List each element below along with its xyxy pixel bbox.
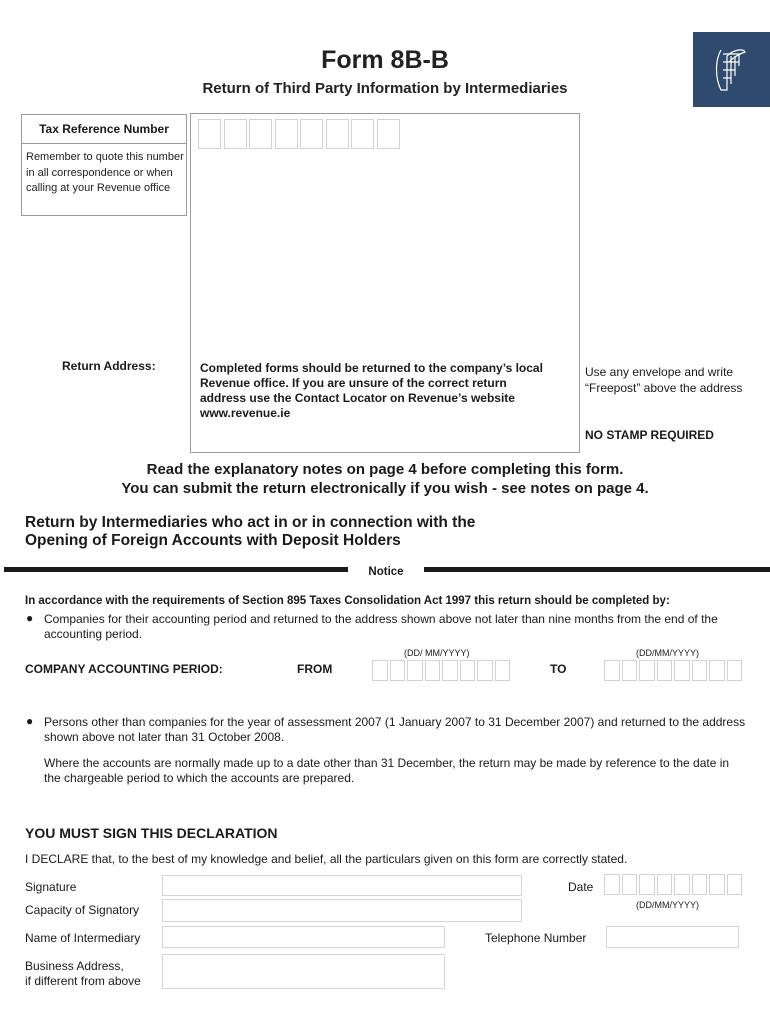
to-label: TO xyxy=(550,662,567,676)
tax-ref-digit-input[interactable] xyxy=(198,119,221,149)
return-address-text: Completed forms should be returned to the company’s local Revenue office. If you are unsure of the correct return address use the Contact Locator on Revenue’s website www.revenue.ie xyxy=(200,361,543,420)
notice-label: Notice xyxy=(368,566,404,578)
declaration-statement: I DECLARE that, to the best of my knowledge and belief, all the particulars given on this form are correctly stated. xyxy=(25,852,628,866)
requirement-text: In accordance with the requirements of Section 895 Taxes Consolidation Act 1997 this return should be completed by: xyxy=(25,595,670,607)
tax-ref-digit-input[interactable] xyxy=(326,119,349,149)
to-date-format: (DD/MM/YYYY) xyxy=(636,648,699,658)
business-address-label xyxy=(25,959,141,989)
tax-ref-digit-input[interactable] xyxy=(300,119,323,149)
from-date-format: (DD/ MM/YYYY) xyxy=(404,648,470,658)
declaration-heading: YOU MUST SIGN THIS DECLARATION xyxy=(25,825,278,841)
declaration-date-input[interactable] xyxy=(604,874,744,895)
capacity-field[interactable] xyxy=(162,899,522,922)
envelope-instructions: Use any envelope and write “Freepost” above the address xyxy=(585,365,743,395)
tax-ref-digit-input[interactable] xyxy=(351,119,374,149)
form-title: Form 8B-B xyxy=(321,46,449,74)
business-address-label-line2: if different from above xyxy=(25,974,141,988)
tax-ref-digit-input[interactable] xyxy=(275,119,298,149)
capacity-label: Capacity of Signatory xyxy=(25,903,140,917)
tax-ref-digit-input[interactable] xyxy=(249,119,272,149)
signature-label: Signature xyxy=(25,880,77,894)
business-address-field[interactable] xyxy=(162,954,445,989)
telephone-label: Telephone Number xyxy=(485,931,587,945)
to-date-input[interactable] xyxy=(604,660,744,681)
tax-reference-box xyxy=(21,114,187,216)
tax-ref-digit-input[interactable] xyxy=(224,119,247,149)
from-label: FROM xyxy=(297,662,333,676)
notice-divider-right xyxy=(424,567,770,572)
bullet-dot: ● xyxy=(26,611,34,625)
tax-reference-note: Remember to quote this number in all correspondence or when calling at your Revenue office xyxy=(26,151,184,195)
notice-divider-left xyxy=(4,567,348,572)
telephone-field[interactable] xyxy=(606,926,739,948)
declaration-date-format: (DD/MM/YYYY) xyxy=(636,900,699,910)
tax-reference-digits xyxy=(198,119,402,149)
accounts-date-note: Where the accounts are normally made up to a date other than 31 December, the return may be made by reference to the date in the chargeable period to which the accounts are prepared. xyxy=(44,756,730,785)
from-date-input[interactable] xyxy=(372,660,512,681)
signature-field[interactable] xyxy=(162,875,522,896)
section-heading-line2: Opening of Foreign Accounts with Deposit Holders xyxy=(25,532,401,549)
persons-bullet: Persons other than companies for the year of assessment 2007 (1 January 2007 to 31 December 2007) and returned to the address shown above not later than 31 October 2008. xyxy=(44,715,746,744)
return-address-label: Return Address: xyxy=(62,359,156,373)
no-stamp-required: NO STAMP REQUIRED xyxy=(585,428,714,442)
bullet-dot: ● xyxy=(26,714,34,728)
date-label: Date xyxy=(568,880,594,894)
tax-reference-label: Tax Reference Number xyxy=(22,115,186,144)
tax-ref-digit-input[interactable] xyxy=(377,119,400,149)
section-heading xyxy=(25,514,475,550)
intermediary-label: Name of Intermediary xyxy=(25,931,141,945)
explanatory-notes-line: Read the explanatory notes on page 4 before completing this form. xyxy=(146,461,624,478)
harp-emblem-icon xyxy=(693,32,770,107)
electronic-submission-line: You can submit the return electronically if you wish - see notes on page 4. xyxy=(121,480,649,497)
section-heading-line1: Return by Intermediaries who act in or in connection with the xyxy=(25,514,476,531)
business-address-label-line1: Business Address, xyxy=(25,959,124,973)
accounting-period-label: COMPANY ACCOUNTING PERIOD: xyxy=(25,662,223,676)
form-subtitle: Return of Third Party Information by Intermediaries xyxy=(202,80,568,97)
intermediary-name-field[interactable] xyxy=(162,926,445,948)
companies-bullet: Companies for their accounting period and returned to the address shown above not later than nine months from the end of the accounting period. xyxy=(44,612,718,641)
